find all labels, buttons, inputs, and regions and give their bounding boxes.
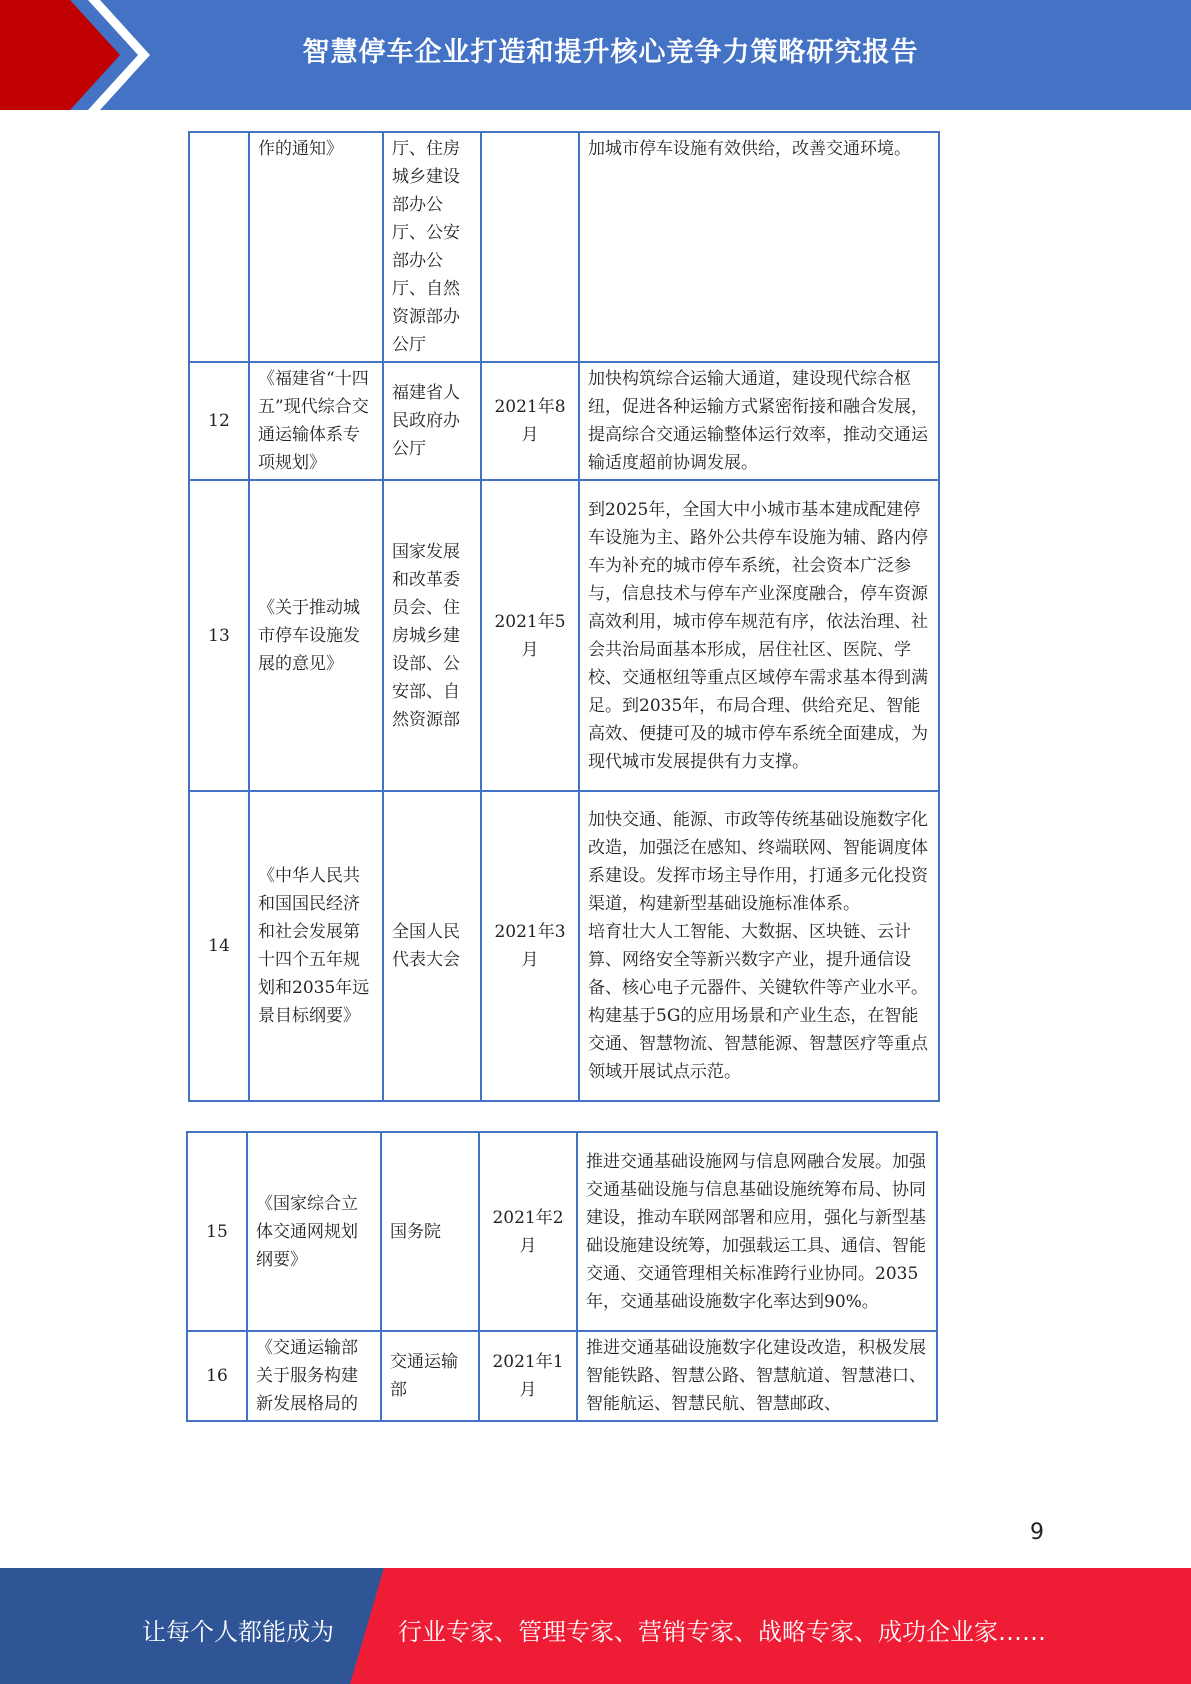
table-row (189, 362, 939, 480)
page-footer (0, 1568, 1191, 1684)
footer-slogan-right: 行业专家、管理专家、营销专家、战略专家、成功企业家…… (398, 1618, 1046, 1646)
page-header (0, 0, 1191, 110)
document-name: 《福建省“十四五”现代综合交通运输体系专项规划》 (249, 362, 383, 480)
issue-date: 2021年1月 (479, 1331, 577, 1421)
issue-date (481, 132, 579, 362)
row-number: 14 (189, 791, 249, 1101)
row-number: 15 (187, 1132, 247, 1331)
table-row (187, 1331, 937, 1421)
row-number: 16 (187, 1331, 247, 1421)
issue-date: 2021年5月 (481, 480, 579, 791)
issue-date: 2021年2月 (479, 1132, 577, 1331)
table-row (189, 480, 939, 791)
policy-content (579, 791, 939, 1101)
policy-content: 推进交通基础设施网与信息网融合发展。加强交通基础设施与信息基础设施统筹布局、协同建设，推动车联网部署和应用，强化与新型基础设施建设统筹，加强载运工具、通信、智能交通、交通管理相关标准跨行业协同。2035年，交通基础设施数字化率达到90%。 (577, 1132, 937, 1331)
issuing-body: 福建省人民政府办公厅 (383, 362, 481, 480)
document-name: 《关于推动城市停车设施发展的意见》 (249, 480, 383, 791)
policy-table-continued-2 (186, 1131, 938, 1422)
table-row (187, 1132, 937, 1331)
issuing-body: 国家发展和改革委员会、住房城乡建设部、公安部、自然资源部 (383, 480, 481, 791)
policy-content-part-2: 培育壮大人工智能、大数据、区块链、云计算、网络安全等新兴数字产业，提升通信设备、核心电子元器件、关键软件等产业水平。构建基于5G的应用场景和产业生态，在智能交通、智慧物流、智慧能源、智慧医疗等重点领域开展试点示范。 (588, 922, 928, 1082)
policy-content: 加城市停车设施有效供给，改善交通环境。 (579, 132, 939, 362)
issue-date: 2021年8月 (481, 362, 579, 480)
row-number: 12 (189, 362, 249, 480)
page-number: 9 (1030, 1520, 1044, 1545)
policy-content: 推进交通基础设施数字化建设改造，积极发展智能铁路、智慧公路、智慧航道、智慧港口、智能航运、智慧民航、智慧邮政、 (577, 1331, 937, 1421)
issue-date: 2021年3月 (481, 791, 579, 1101)
document-name: 作的通知》 (249, 132, 383, 362)
policy-table-continued (188, 131, 940, 1102)
policy-content: 加快构筑综合运输大通道，建设现代综合枢纽，促进各种运输方式紧密衔接和融合发展，提高综合交通运输整体运行效率，推动交通运输适度超前协调发展。 (579, 362, 939, 480)
report-title: 智慧停车企业打造和提升核心竞争力策略研究报告 (302, 37, 919, 68)
issuing-body: 国务院 (381, 1132, 479, 1331)
document-name: 《国家综合立体交通网规划纲要》 (247, 1132, 381, 1331)
issuing-body: 全国人民代表大会 (383, 791, 481, 1101)
document-name: 《中华人民共和国国民经济和社会发展第十四个五年规划和2035年远景目标纲要》 (249, 791, 383, 1101)
document-name: 《交通运输部关于服务构建新发展格局的 (247, 1331, 381, 1421)
issuing-body: 交通运输部 (381, 1331, 479, 1421)
footer-slogan-left: 让每个人都能成为 (142, 1618, 334, 1646)
row-number: 13 (189, 480, 249, 791)
table-row (189, 132, 939, 362)
policy-content: 到2025年，全国大中小城市基本建成配建停车设施为主、路外公共停车设施为辅、路内停车为补充的城市停车系统，社会资本广泛参与，信息技术与停车产业深度融合，停车资源高效利用，城市停车规范有序，依法治理、社会共治局面基本形成，居住社区、医院、学校、交通枢纽等重点区域停车需求基本得到满足。到2035年，布局合理、供给充足、智能高效、便捷可及的城市停车系统全面建成，为现代城市发展提供有力支撑。 (579, 480, 939, 791)
row-number (189, 132, 249, 362)
issuing-body: 厅、住房城乡建设部办公厅、公安部办公厅、自然资源部办公厅 (383, 132, 481, 362)
table-row (189, 791, 939, 1101)
policy-content-part-1: 加快交通、能源、市政等传统基础设施数字化改造，加强泛在感知、终端联网、智能调度体系建设。发挥市场主导作用，打通多元化投资渠道，构建新型基础设施标准体系。 (588, 810, 928, 914)
